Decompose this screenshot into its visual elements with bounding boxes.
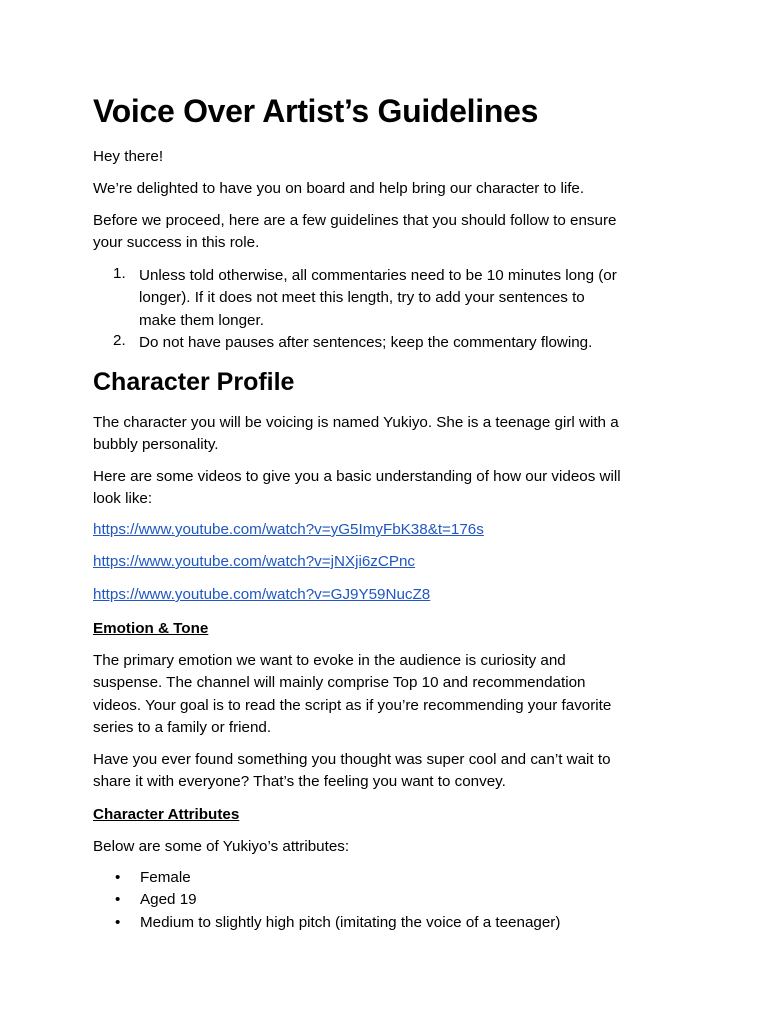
welcome-text: We’re delighted to have you on board and help bring our character to life.	[93, 180, 585, 197]
greeting: Hey there!	[93, 148, 164, 165]
attributes-list	[93, 869, 683, 936]
list-item-line: longer). If it does not meet this length, try to add your sentences to	[139, 289, 585, 307]
list-item-line: Do not have pauses after sentences; keep the commentary flowing.	[139, 334, 593, 351]
character-profile-heading: Character Profile	[93, 368, 295, 396]
list-item-text	[139, 332, 684, 354]
document-title: Voice Over Artist’s Guidelines	[93, 93, 539, 129]
attributes-intro: Below are some of Yukiyo’s attributes:	[93, 838, 350, 855]
attribute-text: Female	[140, 869, 191, 886]
feeling-line: Have you ever found something you thought was super cool and can’t wait to	[93, 751, 611, 768]
list-item	[93, 332, 683, 355]
character-attributes-heading: Character Attributes	[93, 806, 240, 823]
emotion-line: suspense. The channel will mainly comprise Top 10 and recommendation	[93, 674, 586, 692]
bullet-icon: •	[115, 891, 121, 909]
intro-line: your success in this role.	[93, 234, 260, 252]
emotion-line: series to a family or friend.	[93, 719, 272, 737]
intro-paragraph	[93, 210, 683, 255]
list-item-line: make them longer.	[139, 311, 264, 329]
list-number: 1.	[113, 265, 126, 282]
intro-line: Before we proceed, here are a few guidelines that you should follow to ensure	[93, 212, 617, 229]
profile-line: bubbly personality.	[93, 436, 219, 454]
attribute-text: Aged 19	[140, 891, 197, 909]
video-link-1[interactable]: https://www.youtube.com/watch?v=yG5ImyFbK38&t=176s	[93, 521, 484, 538]
profile-line: The character you will be voicing is named Yukiyo. She is a teenage girl with a	[93, 414, 619, 431]
videos-line: look like:	[93, 490, 153, 508]
videos-line: Here are some videos to give you a basic understanding of how our videos will	[93, 468, 621, 485]
emotion-line: The primary emotion we want to evoke in the audience is curiosity and	[93, 652, 566, 669]
list-number: 2.	[113, 332, 126, 349]
emotion-paragraph	[93, 650, 683, 740]
bullet-icon: •	[115, 869, 121, 886]
list-item	[93, 265, 683, 332]
video-link-2[interactable]: https://www.youtube.com/watch?v=jNXji6zCPnc	[93, 553, 416, 570]
profile-paragraph	[93, 412, 683, 457]
attribute-text: Medium to slightly high pitch (imitating the voice of a teenager)	[140, 913, 561, 931]
emotion-line: videos. Your goal is to read the script as if you’re recommending your favorite	[93, 696, 612, 714]
feeling-line: share it with everyone? That’s the feeling you want to convey.	[93, 773, 506, 791]
list-item	[93, 891, 683, 913]
guidelines-list	[93, 265, 683, 355]
list-item	[93, 869, 683, 891]
list-item-line: Unless told otherwise, all commentaries need to be 10 minutes long (or	[139, 267, 617, 284]
emotion-tone-heading: Emotion & Tone	[93, 620, 209, 637]
list-item	[93, 914, 683, 936]
video-link-3[interactable]: https://www.youtube.com/watch?v=GJ9Y59NucZ8	[93, 586, 431, 603]
videos-paragraph	[93, 466, 683, 511]
bullet-icon: •	[115, 913, 121, 931]
list-item-text	[139, 265, 684, 332]
feeling-paragraph	[93, 749, 683, 794]
